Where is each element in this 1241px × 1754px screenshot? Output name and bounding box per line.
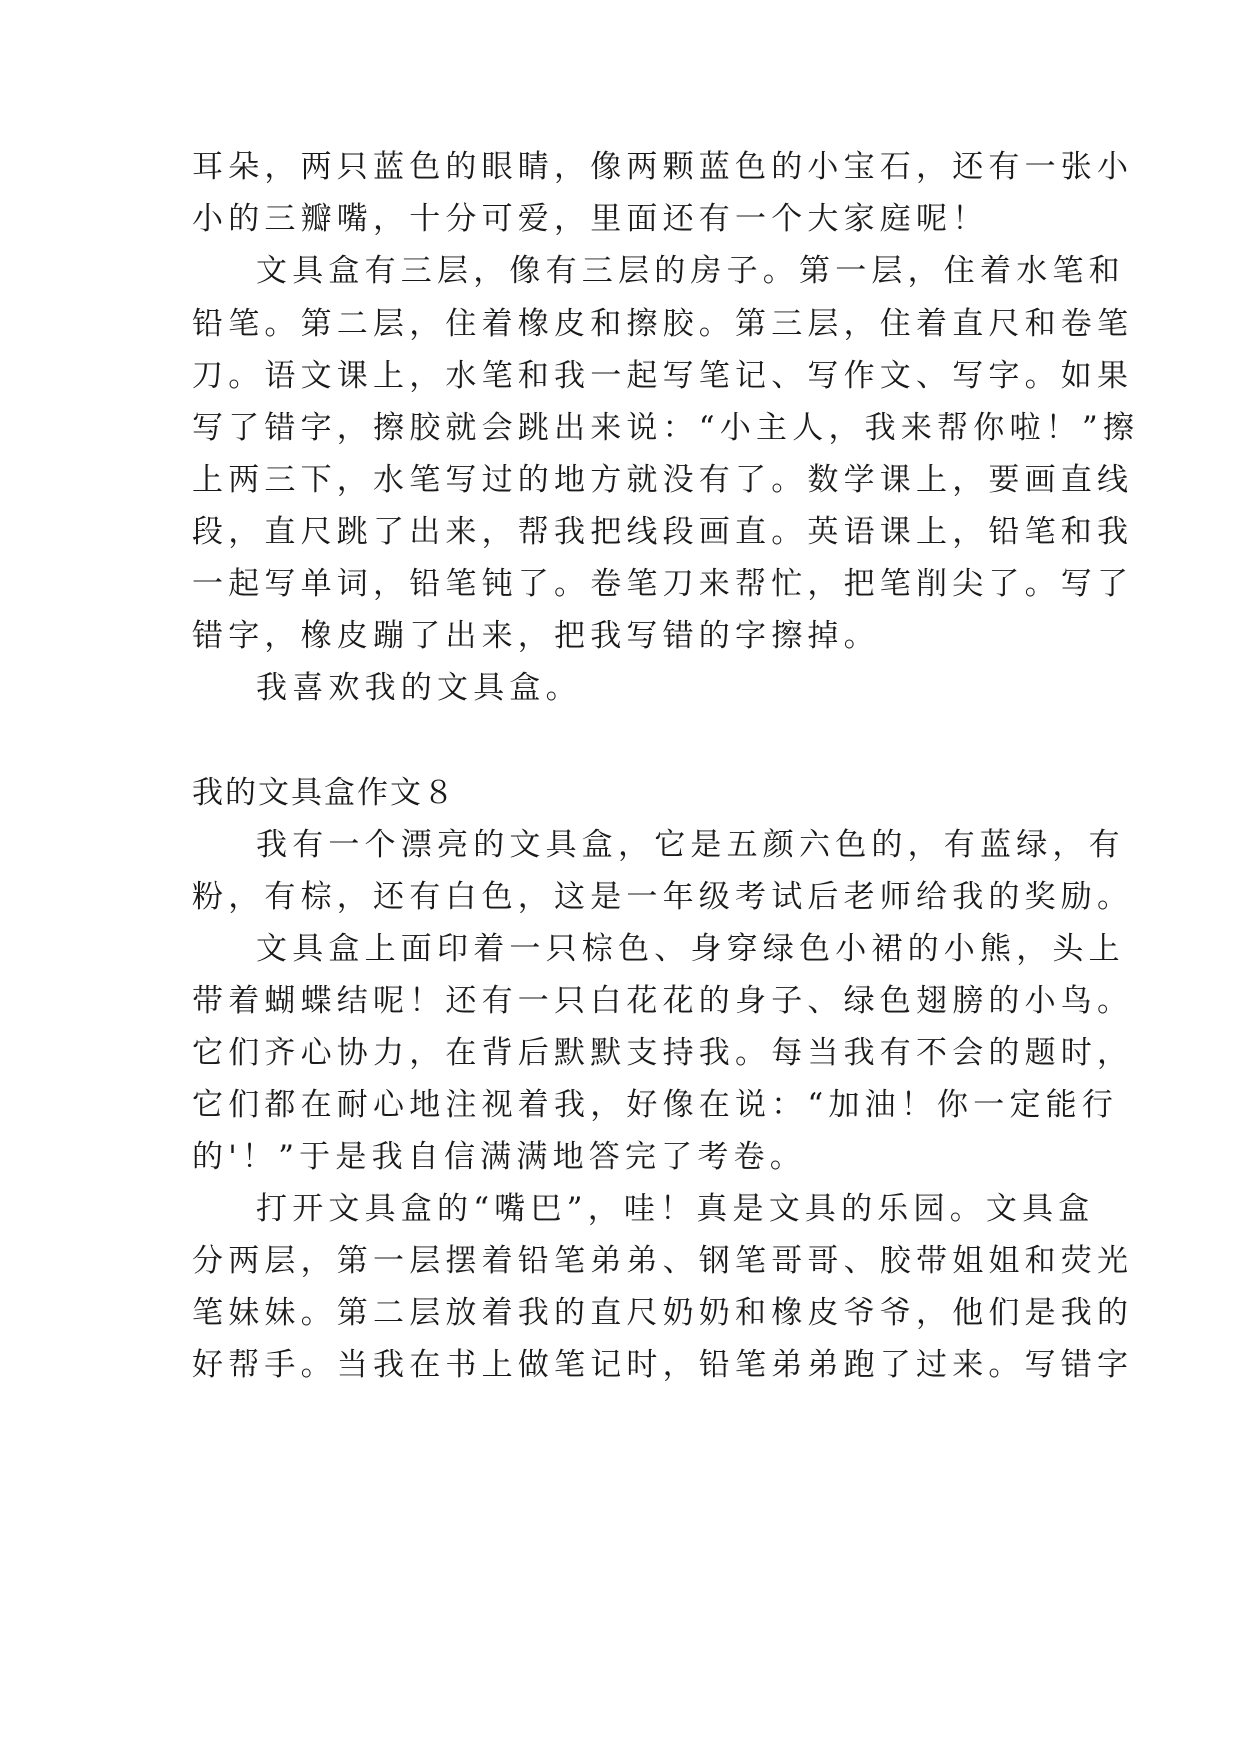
- text-line: 错字，橡皮蹦了出来，把我写错的字擦掉。: [192, 618, 880, 654]
- text-line: 笔妹妹。第二层放着我的直尺奶奶和橡皮爷爷，他们是我的: [192, 1295, 1134, 1331]
- text-line: 刀。语文课上，水笔和我一起写笔记、写作文、写字。如果: [192, 358, 1134, 394]
- text-line: 好帮手。当我在书上做笔记时，铅笔弟弟跑了过来。写错字: [192, 1347, 1134, 1383]
- paragraph-first-line: 我喜欢我的文具盒。: [256, 670, 582, 706]
- paragraph-first-line: 文具盒上面印着一只棕色、身穿绿色小裙的小熊，头上: [256, 931, 1125, 967]
- text-line: 它们都在耐心地注视着我，好像在说：“加油！你一定能行: [192, 1087, 1119, 1123]
- text-line: 一起写单词，铅笔钝了。卷笔刀来帮忙，把笔削尖了。写了: [192, 566, 1134, 602]
- paragraph-first-line: 我有一个漂亮的文具盒，它是五颜六色的，有蓝绿，有: [256, 827, 1125, 863]
- text-line: 写了错字，擦胶就会跳出来说：“小主人，我来帮你啦！”擦: [192, 410, 1140, 446]
- text-line: 上两三下，水笔写过的地方就没有了。数学课上，要画直线: [192, 462, 1134, 498]
- text-line: 小的三瓣嘴，十分可爱，里面还有一个大家庭呢！: [192, 201, 989, 237]
- section-heading: 我的文具盒作文８: [192, 775, 456, 811]
- text-line: 它们齐心协力，在背后默默支持我。每当我有不会的题时，: [192, 1035, 1134, 1071]
- paragraph-first-line: 打开文具盒的“嘴巴”，哇！真是文具的乐园。文具盒: [256, 1191, 1095, 1227]
- text-line: 带着蝴蝶结呢！还有一只白花花的身子、绿色翅膀的小鸟。: [192, 983, 1134, 1019]
- text-line: 耳朵，两只蓝色的眼睛，像两颗蓝色的小宝石，还有一张小: [192, 149, 1134, 185]
- text-line: 分两层，第一层摆着铅笔弟弟、钢笔哥哥、胶带姐姐和荧光: [192, 1243, 1134, 1279]
- text-line: 粉，有棕，还有白色，这是一年级考试后老师给我的奖励。: [192, 879, 1134, 915]
- text-line: 铅笔。第二层，住着橡皮和擦胶。第三层，住着直尺和卷笔: [192, 306, 1134, 342]
- text-line: 段，直尺跳了出来，帮我把线段画直。英语课上，铅笔和我: [192, 514, 1134, 550]
- paragraph-first-line: 文具盒有三层，像有三层的房子。第一层，住着水笔和: [256, 253, 1125, 289]
- text-line: 的'！”于是我自信满满地答完了考卷。: [192, 1139, 806, 1175]
